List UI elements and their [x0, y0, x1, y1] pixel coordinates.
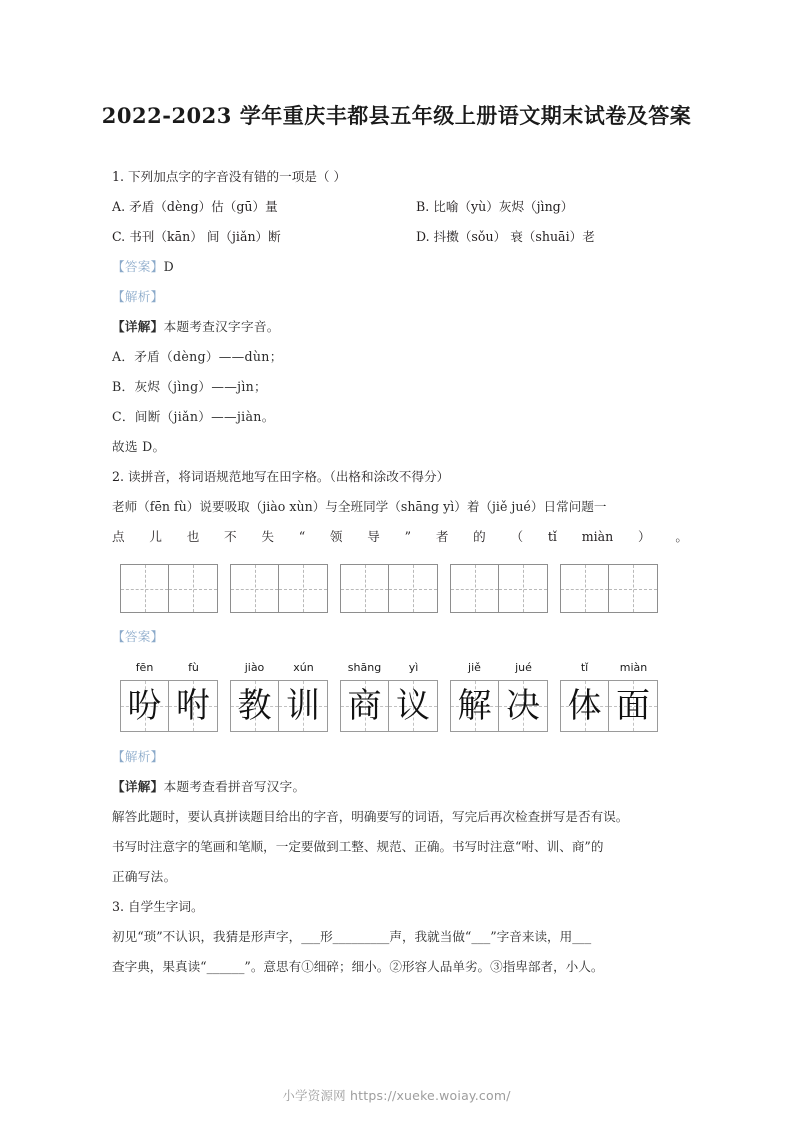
q2-ch-10: 的 [473, 529, 486, 544]
writing-grid-group-3[interactable] [340, 564, 438, 613]
answer-character: 商 [347, 686, 382, 726]
answer-word-1-pinyin [120, 658, 218, 680]
question-1-options-row-1 [112, 192, 688, 222]
pinyin-syllable: jué [515, 661, 532, 674]
answer-word-3-pinyin [340, 658, 438, 680]
writing-grid-group-2[interactable] [230, 564, 328, 613]
question-1-options-row-2 [112, 222, 688, 252]
answer-value: D [163, 259, 174, 274]
answer-character: 议 [396, 686, 430, 726]
q2-ch-9: 者 [435, 529, 449, 544]
question-1-option-c[interactable]: C. 书刊（kān） 间（jiǎn）断 [112, 229, 281, 244]
question-3-body-line-2: 查字典，果真读“______”。意思有①细碎；细小。②形容人品单劣。③指卑部者，小人。 [112, 959, 604, 974]
answer-word-2-pinyin [230, 658, 328, 680]
answer-cell [450, 680, 499, 732]
writing-grid-cell[interactable] [450, 564, 499, 613]
question-2-analysis-line [112, 742, 688, 772]
pinyin-syllable: jiào [244, 661, 265, 674]
answer-cell [389, 680, 438, 732]
writing-grid-row [112, 564, 688, 622]
pinyin-syllable: xún [293, 661, 314, 674]
answer-tag: 【答案】 [112, 629, 164, 644]
pinyin-syllable: fù [188, 661, 199, 674]
question-2-detail-a: 解答此题时，要认真拼读题目给出的字音，明确要写的词语，写完后再次检查拼写是否有误。 [112, 809, 629, 824]
q2-ch-8: ” [404, 529, 412, 544]
question-1-detail-b: B．灰烬（jìng）——jìn； [112, 379, 267, 394]
writing-grid-group-4[interactable] [450, 564, 548, 613]
answer-word-3-cells [340, 680, 438, 732]
question-1-stem: 1. 下列加点字的字音没有错的一项是（ ） [112, 169, 347, 184]
writing-grid-cell[interactable] [230, 564, 279, 613]
document-content [112, 162, 688, 982]
question-1-answer-line [112, 252, 688, 282]
q2-ch-11: （ [510, 529, 524, 544]
question-1-option-a[interactable]: A. 矛盾（dèng）估（gū）量 [112, 199, 278, 214]
writing-grid-cell[interactable] [560, 564, 609, 613]
answer-word-1 [120, 658, 218, 732]
answer-word-2-cells [230, 680, 328, 732]
question-2-body-line-1: 老师（fēn fù）说要吸取（jiào xùn）与全班同学（shāng yì）着（jiě jué）日常问题一 [112, 499, 607, 514]
writing-grid-cell[interactable] [609, 564, 658, 613]
answer-cell [340, 680, 389, 732]
answer-cell [279, 680, 328, 732]
detail-tag: 【详解】 [112, 319, 164, 334]
question-2-detail-b: 书写时注意字的笔画和笔顺，一定要做到工整、规范、正确。书写时注意“咐、训、商”的 [112, 839, 604, 854]
writing-grid-cell[interactable] [169, 564, 218, 613]
question-2-answer-line [112, 622, 688, 652]
q2-ch-1: 儿 [149, 529, 162, 544]
q2-ch-0: 点 [112, 529, 125, 544]
question-1-option-b[interactable]: B. 比喻（yù）灰烬（jìng） [416, 199, 574, 214]
question-3-body-line-1: 初见“琐”不认识，我猜是形声字，___形_________声，我就当做“___”字音来读，用___ [112, 929, 592, 944]
pinyin-syllable: fēn [135, 661, 154, 674]
answer-word-4-cells [450, 680, 548, 732]
footer-site-name: 小学资源网 [282, 1088, 351, 1103]
question-3-stem: 3. 自学生字词。 [112, 899, 204, 914]
page-title: 2022-2023 学年重庆丰都县五年级上册语文期末试卷及答案 [101, 103, 692, 128]
answer-word-5 [560, 658, 658, 732]
q2-ch-5: “ [298, 529, 306, 544]
question-1-detail-c: C．间断（jiǎn）——jiàn。 [112, 409, 275, 424]
question-1-detail-a: A．矛盾（dèng）——dùn； [112, 349, 283, 364]
pinyin-syllable: jiě [468, 661, 481, 674]
question-1-detail-line [112, 312, 688, 342]
q2-ch-15: 。 [675, 529, 688, 544]
question-2-detail-c: 正确写法。 [112, 869, 177, 884]
question-1-conclusion: 故选 D。 [112, 439, 166, 454]
analysis-tag: 【解析】 [112, 289, 164, 304]
q2-ch-14: ） [638, 529, 651, 544]
answer-character: 体 [567, 686, 602, 726]
answer-character: 吩 [127, 686, 162, 726]
answer-character: 解 [457, 686, 492, 726]
answer-word-4-pinyin [450, 658, 548, 680]
answer-cell [169, 680, 218, 732]
answer-character: 咐 [176, 686, 210, 726]
question-2-detail-line [112, 772, 688, 802]
answer-cell [230, 680, 279, 732]
q2-ch-12: tǐ [547, 529, 557, 544]
answer-word-5-pinyin [560, 658, 658, 680]
writing-grid-cell[interactable] [279, 564, 328, 613]
writing-grid-cell[interactable] [340, 564, 389, 613]
footer-url: https://xueke.woiay.com/ [350, 1088, 511, 1103]
writing-grid-cell[interactable] [120, 564, 169, 613]
q2-ch-3: 不 [224, 529, 237, 544]
answer-character: 面 [616, 686, 650, 726]
answer-cell [560, 680, 609, 732]
answer-word-2 [230, 658, 328, 732]
answer-character: 教 [237, 686, 272, 726]
question-2-stem: 2. 读拼音，将词语规范地写在田字格。（出格和涂改不得分） [112, 469, 450, 484]
detail-tag: 【详解】 [112, 779, 164, 794]
pinyin-syllable: tǐ [580, 661, 589, 674]
footer-watermark [0, 1086, 793, 1104]
pinyin-syllable: shāng [347, 661, 382, 674]
question-1-analysis-line [112, 282, 688, 312]
answer-cell [499, 680, 548, 732]
answer-word-3 [340, 658, 438, 732]
answer-character: 训 [286, 686, 320, 726]
question-1-option-d[interactable]: D. 抖擞（sǒu） 衰（shuāi）老 [416, 229, 595, 244]
answer-tag: 【答案】 [112, 259, 164, 274]
detail-text: 本题考查看拼音写汉字。 [163, 779, 306, 794]
writing-grid-cell[interactable] [389, 564, 438, 613]
q2-ch-4: 失 [261, 529, 274, 544]
q2-ch-13: miàn [581, 529, 614, 544]
pinyin-syllable: yì [408, 661, 419, 674]
analysis-tag: 【解析】 [112, 749, 164, 764]
answer-cell [120, 680, 169, 732]
q2-ch-7: 导 [367, 529, 380, 544]
writing-grid-cell[interactable] [499, 564, 548, 613]
answer-grid-row [112, 658, 688, 742]
pinyin-syllable: miàn [619, 661, 648, 674]
q2-ch-6: 领 [329, 529, 343, 544]
answer-word-1-cells [120, 680, 218, 732]
detail-text: 本题考查汉字字音。 [163, 319, 280, 334]
q2-ch-2: 也 [186, 529, 200, 544]
writing-grid-group-5[interactable] [560, 564, 658, 613]
writing-grid-group-1[interactable] [120, 564, 218, 613]
answer-character: 决 [506, 686, 540, 726]
answer-word-4 [450, 658, 548, 732]
answer-cell [609, 680, 658, 732]
question-2-body-line-2 [112, 522, 688, 552]
answer-word-5-cells [560, 680, 658, 732]
